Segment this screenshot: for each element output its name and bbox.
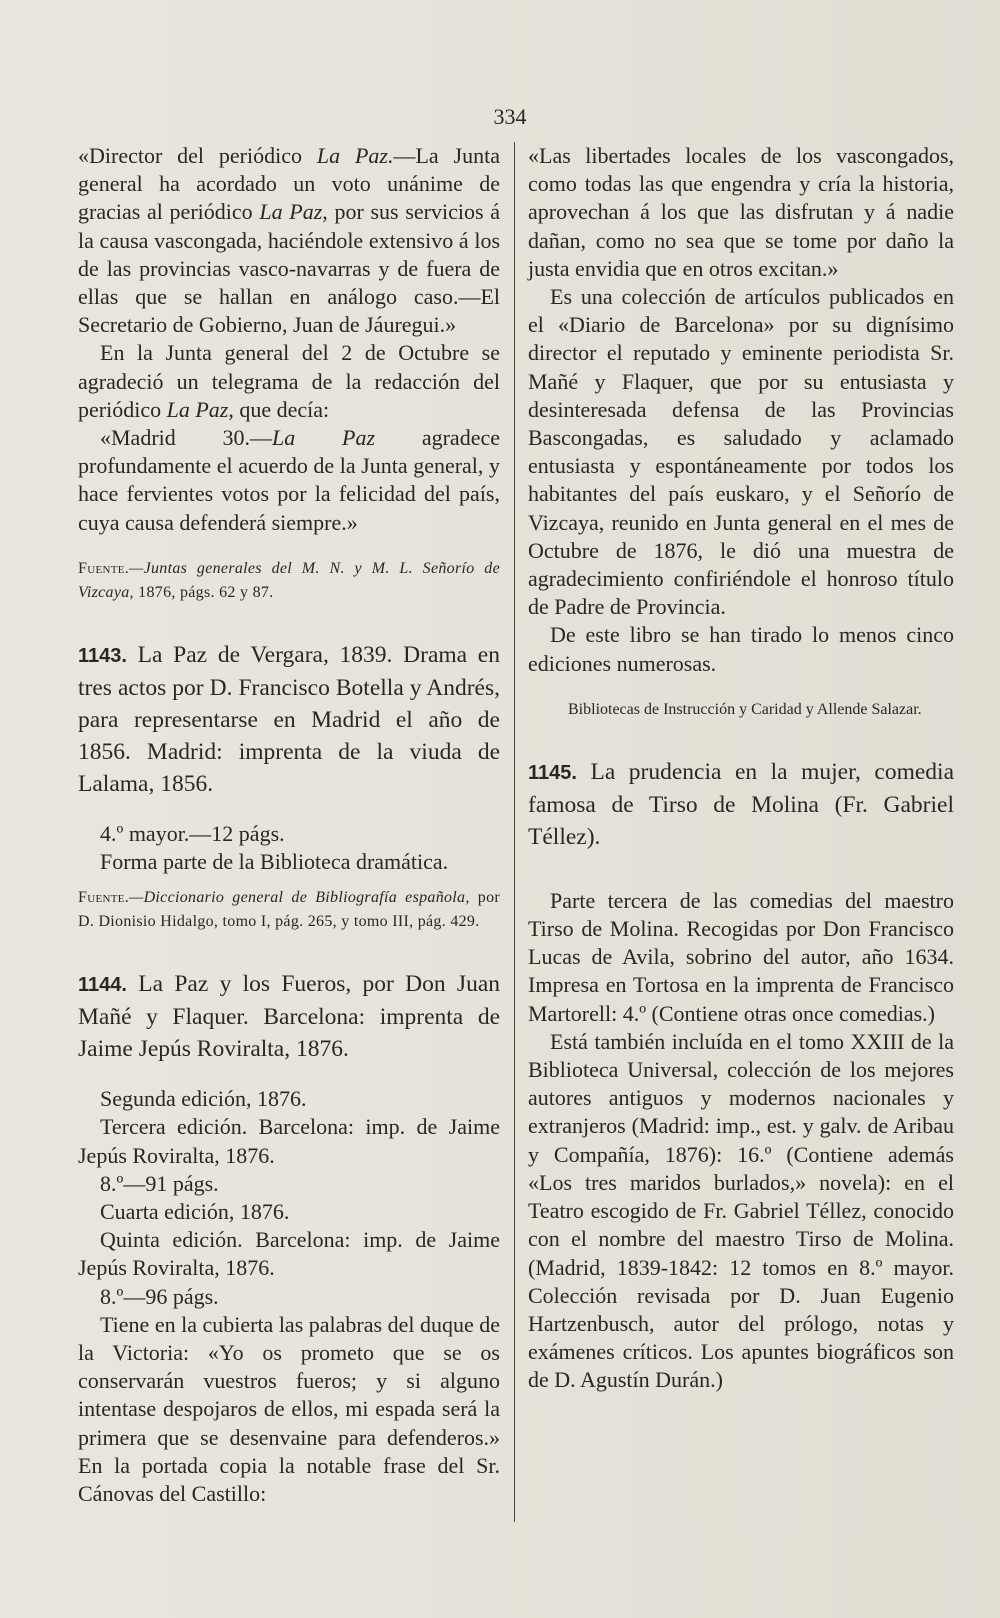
edition-line: 8.º—96 págs. [100, 1283, 219, 1309]
column-divider [514, 142, 515, 1522]
entry-1144-heading: 1144. La Paz y los Fueros, por Don Juan Mañé y Flaquer. Barcelona: imprenta de Jaime Jepús Roviralta, 1876. [78, 971, 500, 1063]
edition-line: Quinta edición. Barcelona: imp. de Jaime Jepús Roviralta, 1876. [78, 1227, 500, 1281]
edition-line: 8.º—91 págs. [100, 1170, 219, 1196]
paragraph: En la Junta general del 2 de Octubre se agradeció un telegrama de la redacción del periódico La Paz, que decía: [78, 340, 500, 422]
entry-number: 1145. [528, 761, 577, 784]
telegram-paragraph: «Madrid 30.—La Paz agradece profundamente el acuerdo de la Junta general, y hace fervientes votos por la felicidad del país, cuya causa defenderá siempre.» [78, 425, 500, 535]
entry-1145-heading: 1145. La prudencia en la mujer, comedia famosa de Tirso de Molina (Fr. Gabriel Téllez). [528, 758, 954, 850]
source-note: Bibliotecas de Instrucción y Caridad y Allende Salazar. [568, 700, 922, 718]
paragraph: Parte tercera de las comedias del maestro Tirso de Molina. Recogidas por Don Francisco Lucas de Avila, sobrino del autor, año 1634. Impresa en Tortosa en la imprenta de Francisco Martorell: 4.º (Contiene otras once comedias.) [528, 887, 954, 1026]
paragraph: De este libro se han tirado lo menos cinco ediciones numerosas. [528, 622, 954, 676]
paragraph: Está también incluída en el tomo XXIII de la Biblioteca Universal, colección de los mejores autores antiguos y modernos nacionales y extranjeros (Madrid: imp., est. y galv. de Aribau y Compañía, 1876): 16.º (Contiene además «Los tres maridos burlados,» novela): en el Teatro escogido de Fr. Gabriel Téllez, conocido con el nombre del maestro Tirso de Molina. (Madrid, 1839-1842: 12 tomos en 8.º mayor. Colección revisada por D. Juan Eugenio Hartzenbusch, autor del prólogo, notas y exámenes críticos. Los apuntes biográficos son de D. Agustín Durán.) [528, 1028, 954, 1393]
edition-line: Cuarta edición, 1876. [100, 1199, 290, 1225]
entry-number: 1144. [78, 974, 127, 997]
page-number: 334 [493, 104, 527, 129]
entry-format: 4.º mayor.—12 págs. [100, 820, 285, 846]
left-column [78, 142, 500, 1508]
edition-line: Segunda edición, 1876. [100, 1086, 307, 1112]
entry-number: 1143. [78, 644, 127, 667]
entry-note: Forma parte de la Biblioteca dramática. [100, 849, 449, 875]
edition-line: Tercera edición. Barcelona: imp. de Jaime Jepús Roviralta, 1876. [78, 1114, 500, 1168]
source-note: Fuente.—Diccionario general de Bibliografía española, por D. Dionisio Hidalgo, tomo I, pág. 265, y tomo III, pág. 429. [78, 889, 501, 931]
entry-1143-heading: 1143. La Paz de Vergara, 1839. Drama en tres actos por D. Francisco Botella y Andrés, para representarse en Madrid el año de 1856. Madrid: imprenta de la viuda de Lalama, 1856. [78, 641, 500, 797]
paragraph: Tiene en la cubierta las palabras del duque de la Victoria: «Yo os prometo que se os conservarán vuestros fueros; y si alguno intentase despojaros de ellos, mi espada será la primera que se desenvaine para defenderos.» En la portada copia la notable frase del Sr. Cánovas del Castillo: [78, 1311, 500, 1507]
paragraph: Es una colección de artículos publicados en el «Diario de Barcelona» por su dignísimo director el reputado y eminente periodista Sr. Mañé y Flaquer, que por su entusiasta y desinteresada defensa de las Provincias Bascongadas, es saludado y aclamado entusiasta y espontáneamente por todos los habitantes del país euskaro, y el Señorío de Vizcaya, reunido en Junta general en el mes de Octubre de 1876, le dió una muestra de agradecimiento confiriéndole el honroso título de Padre de Provincia. [528, 284, 954, 620]
source-note: Fuente.—Juntas generales del M. N. y M. L. Señorío de Vizcaya, 1876, págs. 62 y 87. [78, 559, 500, 601]
quote-paragraph: «Director del periódico La Paz.—La Junta general ha acordado un voto unánime de gracias al periódico La Paz, por sus servicios á la causa vascongada, haciéndole extensivo á los de las provincias vasco-navarras y de fuera de ellas que se hallan en análogo caso.—El Secretario de Gobierno, Juan de Jáuregui.» [78, 143, 500, 338]
right-column [528, 142, 954, 1395]
quote-paragraph: «Las libertades locales de los vascongados, como todas las que engendra y cría la historia, aprovechan á los que las disfrutan y á nadie dañan, como no sea que se tome por daño la justa envidia que en otros excitan.» [528, 143, 954, 281]
